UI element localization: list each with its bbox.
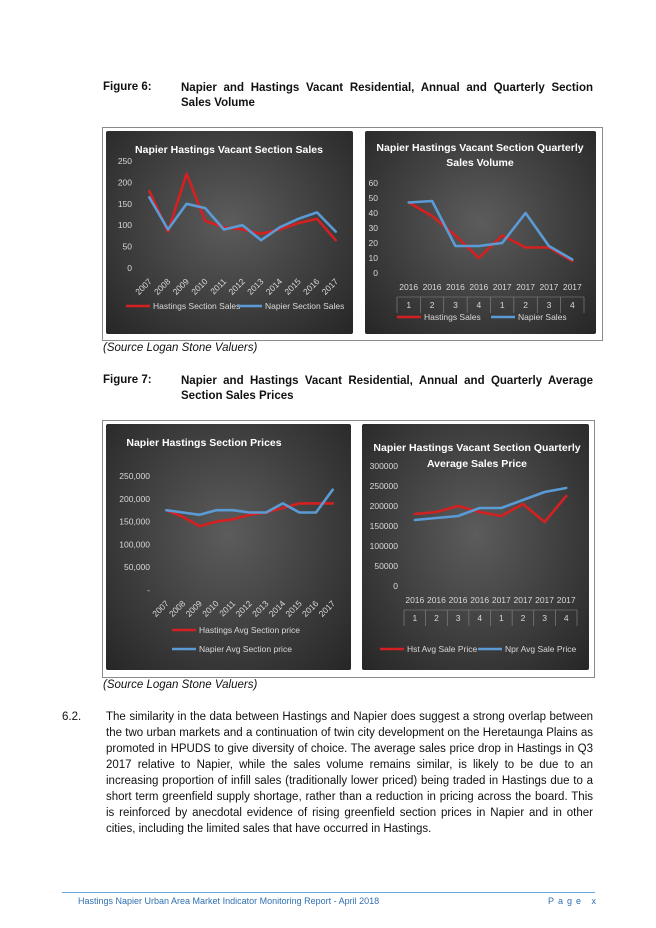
x-tick-label: 2016 [300,598,321,619]
x-tick-quarter: 3 [453,300,458,310]
x-tick-year: 2016 [422,282,442,292]
footer-report-title: Hastings Napier Urban Area Market Indicator Monitoring Report - April 2018 [78,896,380,906]
legend-label: Hastings Sales [424,312,481,322]
y-tick-label: 200 [117,177,132,188]
x-tick-year: 2016 [448,595,468,605]
y-tick-label: 20 [368,238,378,248]
x-tick-quarter: 2 [520,613,526,623]
x-tick-quarter: 4 [563,613,569,623]
y-tick-label: 0 [373,268,378,278]
x-tick-quarter: 1 [406,300,412,310]
figure7-title: Napier and Hastings Vacant Residential, Annual and Quarterly Average Section Sales Prices [181,375,593,402]
x-tick-quarter: 4 [569,300,575,310]
y-tick-label: 30 [368,223,378,233]
x-tick-year: 2017 [513,595,533,605]
paragraph-number: 6.2. [62,711,82,723]
y-tick-label: 100 [117,220,132,231]
legend-label: Napier Avg Section price [199,644,292,654]
x-tick-quarter: 1 [498,613,504,623]
x-tick-label: 2017 [316,598,338,619]
x-tick-quarter: 4 [476,300,482,310]
annual-volume-title: Napier Hastings Vacant Section Sales [135,144,323,156]
x-tick-label: 2009 [183,598,205,619]
x-tick-label: 2008 [151,276,173,297]
x-tick-year: 2017 [491,595,511,605]
y-tick-label: 200000 [369,501,398,511]
x-tick-quarter: 1 [412,613,418,623]
x-tick-year: 2017 [492,282,512,292]
y-tick-label: 50 [368,193,378,203]
quarterly-volume-title: Sales Volume [446,157,514,169]
annual-volume-svg [106,131,353,334]
x-tick-year: 2016 [470,595,490,605]
chart-quarterly-volume [365,131,596,334]
annual-price-title: Napier Hastings Section Prices [126,437,282,449]
x-tick-quarter: 2 [429,300,435,310]
x-tick-year: 2017 [556,595,576,605]
series-line-hastings [409,203,573,262]
figure6-label: Figure 6: [103,81,152,93]
x-tick-label: 2007 [133,276,154,297]
chart-annual-volume [106,131,353,334]
legend-label: Napier Section Sales [265,301,345,311]
x-tick-year: 2017 [535,595,555,605]
x-tick-label: 2013 [250,598,271,619]
x-tick-year: 2016 [469,282,489,292]
y-tick-label: 10 [368,253,378,263]
y-tick-label: 40 [368,208,378,218]
annual-price-svg [106,424,351,670]
x-tick-quarter: 3 [542,613,547,623]
legend-label: Hastings Section Sales [153,301,241,311]
chart-quarterly-price [362,424,589,670]
y-tick-label: 250,000 [119,471,150,481]
quarterly-volume-svg [365,131,596,334]
x-tick-year: 2016 [399,282,419,292]
figure7-label: Figure 7: [103,374,152,386]
y-tick-label: 150000 [369,521,398,531]
y-tick-label: 100,000 [119,539,150,550]
footer-divider [62,892,595,893]
x-tick-label: 2009 [170,276,192,297]
y-tick-label: 100000 [369,541,398,551]
x-tick-quarter: 2 [434,613,439,623]
x-tick-label: 2012 [226,276,247,297]
x-tick-quarter: 4 [477,613,483,623]
x-tick-quarter: 3 [546,300,552,310]
figure6-source: (Source Logan Stone Valuers) [103,342,258,354]
x-tick-label: 2010 [200,598,221,619]
figure6-title: Napier and Hastings Vacant Residential, Annual and Quarterly Section Sales Volume [181,82,593,109]
footer-page-number: Page x [548,896,601,906]
y-tick-label: 50,000 [124,562,150,573]
y-tick-label: 50000 [374,561,398,571]
x-tick-label: 2008 [166,598,188,619]
x-tick-label: 2011 [208,276,229,297]
x-tick-year: 2017 [562,282,582,292]
y-tick-label: 300000 [369,461,398,471]
series-line-napier [409,201,573,260]
y-tick-label: 60 [368,178,378,188]
x-tick-label: 2007 [150,598,171,619]
series-line-hastings [149,174,335,240]
y-tick-label: 0 [393,581,398,591]
y-tick-label: - [147,585,150,595]
x-tick-quarter: 2 [523,300,528,310]
y-tick-label: 250000 [369,481,398,491]
x-tick-quarter: 1 [499,300,505,310]
x-tick-label: 2014 [266,598,288,619]
x-tick-year: 2016 [445,282,465,292]
figure7-source: (Source Logan Stone Valuers) [103,679,258,691]
legend-label: Npr Avg Sale Price [505,644,577,654]
x-tick-label: 2015 [282,276,303,297]
x-tick-year: 2016 [426,595,446,605]
x-tick-label: 2012 [233,598,254,619]
paragraph-text: The similarity in the data between Hastings and Napier does suggest a strong overlap between the two urban markets and a continuation of twin city development on the Heretaunga Plains as promoted in HPUDS to give diversity of choice. The average sales price drop in Hastings in Q3 2017 relative to Napier, while the sales volume remains similar, is likely to be due to an increasing proportion of infill sales (traditionally lower priced) being traded in Hastings due to a short term greenfield supply shortage, rather than a reduction in pricing across the board. This is reinforced by anecdotal evidence of rising greenfield section prices in Napier and in other cities, including the limited sales that have occurred in Hastings. [106,711,593,835]
quarterly-price-title: Napier Hastings Vacant Section Quarterly [373,442,581,454]
legend-label: Hst Avg Sale Price [407,644,478,654]
x-tick-label: 2010 [189,276,210,297]
y-tick-label: 150 [117,198,132,209]
quarterly-volume-title: Napier Hastings Vacant Section Quarterly [376,142,584,154]
x-tick-label: 2017 [319,276,341,297]
legend-label: Hastings Avg Section price [199,625,300,635]
y-tick-label: 200,000 [119,493,150,504]
legend-label: Napier Sales [518,312,567,322]
x-tick-year: 2017 [539,282,559,292]
chart-annual-price [106,424,351,670]
x-tick-year: 2017 [516,282,536,292]
y-tick-label: 250 [117,156,132,166]
x-tick-label: 2016 [301,276,322,297]
x-tick-label: 2014 [263,276,285,297]
x-tick-label: 2015 [283,598,304,619]
y-tick-label: 150,000 [119,516,150,527]
x-tick-year: 2016 [405,595,425,605]
y-tick-label: 50 [122,241,132,252]
x-tick-label: 2011 [217,598,238,619]
quarterly-price-svg [362,424,589,670]
x-tick-label: 2013 [245,276,266,297]
quarterly-price-title: Average Sales Price [426,458,528,470]
y-tick-label: 0 [127,263,132,273]
x-tick-quarter: 3 [455,613,461,623]
